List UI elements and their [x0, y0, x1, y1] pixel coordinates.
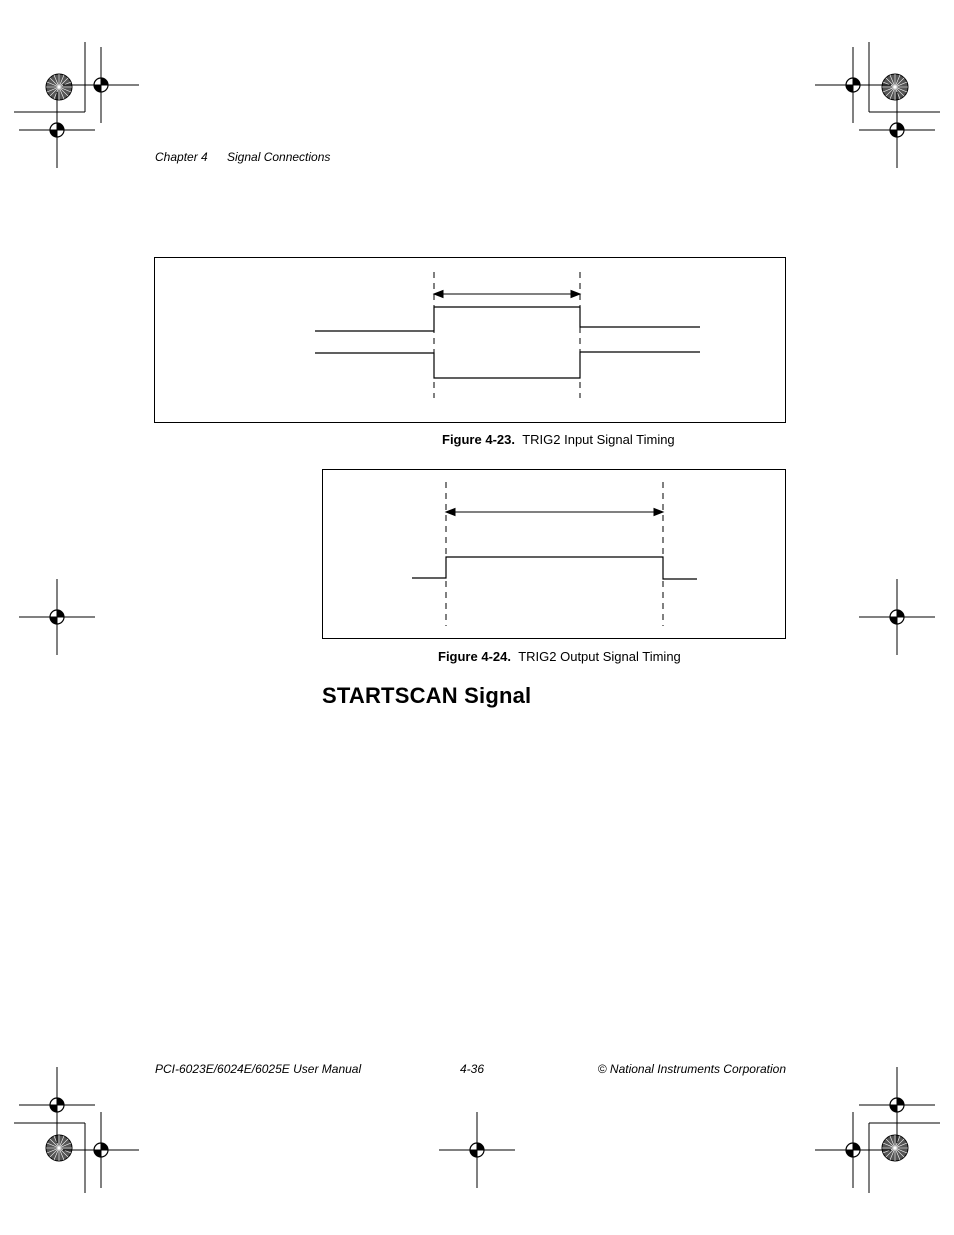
figure-number: Figure 4-24. — [438, 649, 511, 664]
footer-manual: PCI-6023E/6024E/6025E User Manual — [155, 1062, 362, 1076]
timing-diagram-input — [155, 258, 787, 424]
figure-title: TRIG2 Input Signal Timing — [522, 432, 675, 447]
figure-caption-4-23 — [442, 432, 675, 447]
timing-diagram-output — [323, 470, 787, 640]
pulse-width-arrow — [446, 509, 663, 516]
header-chapter: Chapter 4 — [155, 150, 208, 164]
footer-page-number: 4-36 — [460, 1062, 485, 1076]
running-header — [155, 150, 208, 164]
signal-waveform — [315, 307, 700, 378]
running-header-section — [227, 150, 330, 164]
footer-copyright: © National Instruments Corporation — [597, 1062, 786, 1076]
figure-number: Figure 4-23. — [442, 432, 515, 447]
signal-waveform — [412, 557, 697, 579]
pulse-width-arrow — [434, 291, 580, 298]
figure-trig2-output-timing — [322, 469, 786, 639]
figure-title: TRIG2 Output Signal Timing — [518, 649, 681, 664]
figure-caption-4-24 — [438, 649, 681, 664]
header-section: Signal Connections — [227, 150, 331, 164]
figure-trig2-input-timing — [154, 257, 786, 423]
section-heading: STARTSCAN Signal — [322, 683, 532, 708]
